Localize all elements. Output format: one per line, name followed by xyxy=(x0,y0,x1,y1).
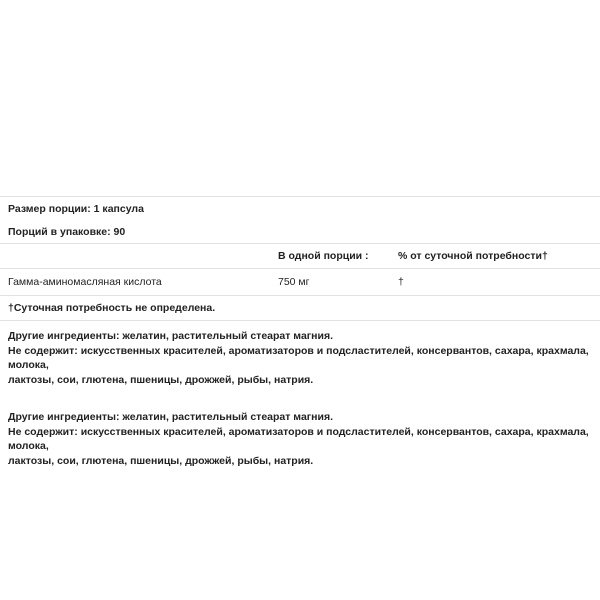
other-ingredients-line-2: Другие ингредиенты: желатин, растительный стеарат магния. xyxy=(8,411,333,423)
supplement-facts-panel xyxy=(0,196,600,474)
serving-size-line: Размер порции: 1 капсула xyxy=(8,203,144,215)
nutrient-daily-value: † xyxy=(398,276,404,288)
column-header-amount: В одной порции : xyxy=(278,250,369,262)
nutrient-name: Гамма-аминомасляная кислота xyxy=(8,276,162,288)
column-header-name xyxy=(8,249,278,263)
column-header-daily-value: % от суточной потребности† xyxy=(398,250,548,262)
other-ingredients-line-1: Другие ингредиенты: желатин, растительный стеарат магния. xyxy=(8,330,333,342)
nutrient-amount: 750 мг xyxy=(278,276,310,288)
free-of-line-1b: лактозы, сои, глютена, пшеницы, дрожжей, рыбы, натрия. xyxy=(8,373,314,386)
ingredients-block-two xyxy=(0,402,600,474)
servings-per-container-line: Порций в упаковке: 90 xyxy=(8,226,126,238)
table-header-row xyxy=(0,244,600,268)
block-spacer xyxy=(0,393,600,402)
free-of-line-2b: лактозы, сои, глютена, пшеницы, дрожжей, рыбы, натрия. xyxy=(8,454,314,467)
table-row xyxy=(0,269,600,295)
ingredients-block-one xyxy=(0,321,600,393)
daily-value-footnote: †Суточная потребность не определена. xyxy=(8,302,216,314)
free-of-line-1a: Не содержит: искусственных красителей, ароматизаторов и подсластителей, консервантов, сахара, крахмала, молока, xyxy=(8,344,589,371)
free-of-line-2a: Не содержит: искусственных красителей, ароматизаторов и подсластителей, консервантов, сахара, крахмала, молока, xyxy=(8,425,589,452)
